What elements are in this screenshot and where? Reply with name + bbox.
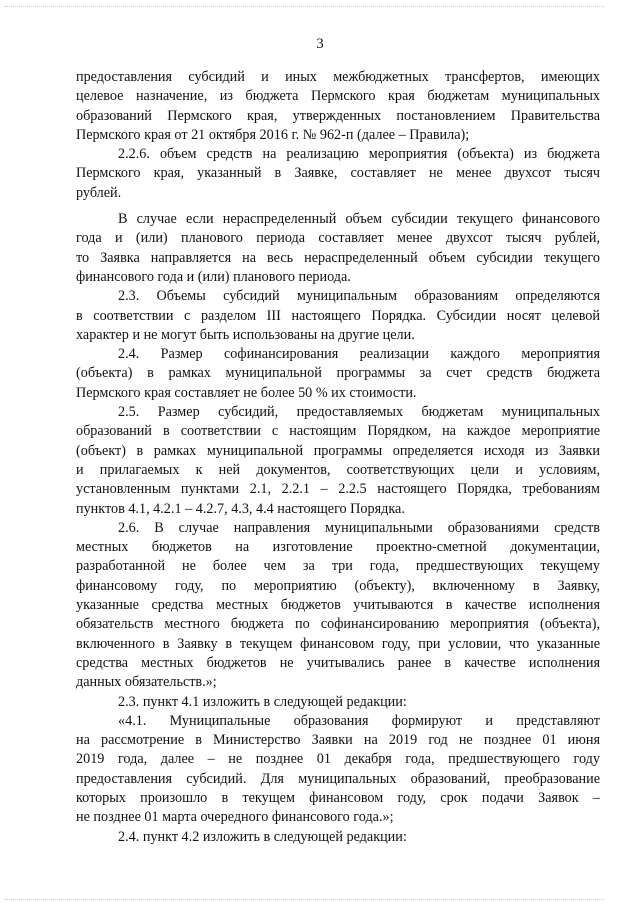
text-line: 2.3. пункт 4.1 изложить в следующей редакции: (118, 693, 407, 710)
text-line: предоставления субсидий и иных межбюджетных трансфертов, имеющих (76, 69, 600, 85)
text-line: образований Пермского края, утвержденных постановлением Правительства (76, 107, 600, 124)
text-line: 2.6. В случае направления муниципальными образованиями средств (118, 519, 600, 536)
text-line: 2.5. Размер субсидий, предоставляемых бюджетам муниципальных (118, 404, 600, 421)
text-line: целевое назначение, из бюджета Пермского края бюджетам муниципальных (76, 88, 600, 105)
document-body (76, 68, 600, 847)
text-line: года и (или) планового периода составляет менее двухсот тысяч рублей, (76, 230, 600, 247)
text-line: разработанной не более чем за три года, предшествующих текущему (76, 558, 600, 575)
text-line: обязательств местного бюджета по софинансированию мероприятия (объекта), (76, 616, 600, 633)
text-line: характер и не могут быть использованы на другие цели. (76, 326, 415, 343)
text-line: финансового года и (или) планового периода. (76, 268, 351, 285)
text-line: пунктов 4.1, 4.2.1 – 4.2.7, 4.3, 4.4 настоящего Порядка. (76, 500, 405, 517)
text-line: данных обязательств.»; (76, 674, 217, 691)
text-line: Пермского края, указанный в Заявке, составляет не менее двухсот тысяч (76, 165, 600, 182)
text-line: рублей. (76, 184, 122, 201)
text-line: установленным пунктами 2.1, 2.2.1 – 2.2.5 настоящего Порядка, требованиям (76, 481, 600, 498)
text-line: Пермского края составляет не более 50 % их стоимости. (76, 384, 417, 401)
scan-edge-top (4, 6, 604, 8)
text-line: средства местных бюджетов не учитывались ранее в качестве исполнения (76, 654, 600, 671)
text-line: Пермского края от 21 октября 2016 г. № 962-п (далее – Правила); (76, 126, 470, 143)
text-line: местных бюджетов на изготовление проектно-сметной документации, (76, 539, 600, 556)
text-line: включенного в Заявку в текущем финансовом году, при условии, что указанные (76, 635, 600, 652)
text-line: 2.4. пункт 4.2 изложить в следующей редакции: (118, 828, 407, 845)
text-line: в соответствии с разделом III настоящего Порядка. Субсидии носят целевой (76, 307, 600, 324)
text-line: 2.2.6. объем средств на реализацию мероприятия (объекта) из бюджета (118, 146, 600, 163)
text-line: то Заявка направляется на весь нераспределенный объем субсидии текущего (76, 249, 600, 266)
text-line: указанные средства местных бюджетов учитываются в качестве исполнения (76, 597, 600, 614)
text-line: которых произошло в текущем финансовом году, срок подачи Заявок – (76, 789, 600, 806)
text-line: 2.4. Размер софинансирования реализации каждого мероприятия (118, 346, 600, 363)
text-line: на рассмотрение в Министерство Заявки на 2019 год не позднее 01 июня (76, 732, 600, 749)
text-line: предоставления субсидий. Для муниципальных образований, преобразование (76, 770, 600, 787)
text-line: образований в соответствии с настоящим Порядком, на каждое мероприятие (76, 423, 600, 440)
paragraph-gap (76, 203, 600, 210)
text-line: (объекта) в рамках муниципальной программы за счет средств бюджета (76, 365, 600, 382)
text-line: 2.3. Объемы субсидий муниципальным образованиям определяются (118, 288, 600, 305)
page-number: 3 (316, 36, 324, 52)
text-line: «4.1. Муниципальные образования формируют и представляют (118, 712, 600, 729)
text-line: В случае если нераспределенный объем субсидии текущего финансового (118, 211, 600, 228)
text-line: и прилагаемых к ней документов, соответствующих цели и условиям, (76, 461, 600, 478)
text-line: не позднее 01 марта очередного финансового года.»; (76, 809, 394, 826)
text-line: 2019 года, далее – не позднее 01 декабря года, предшествующего году (76, 751, 600, 768)
scan-edge-bottom (4, 899, 604, 901)
text-line: финансовому году, по мероприятию (объекту), включенному в Заявку, (76, 577, 600, 594)
text-line: (объект) в рамках муниципальной программы определяется исходя из Заявки (76, 442, 600, 459)
